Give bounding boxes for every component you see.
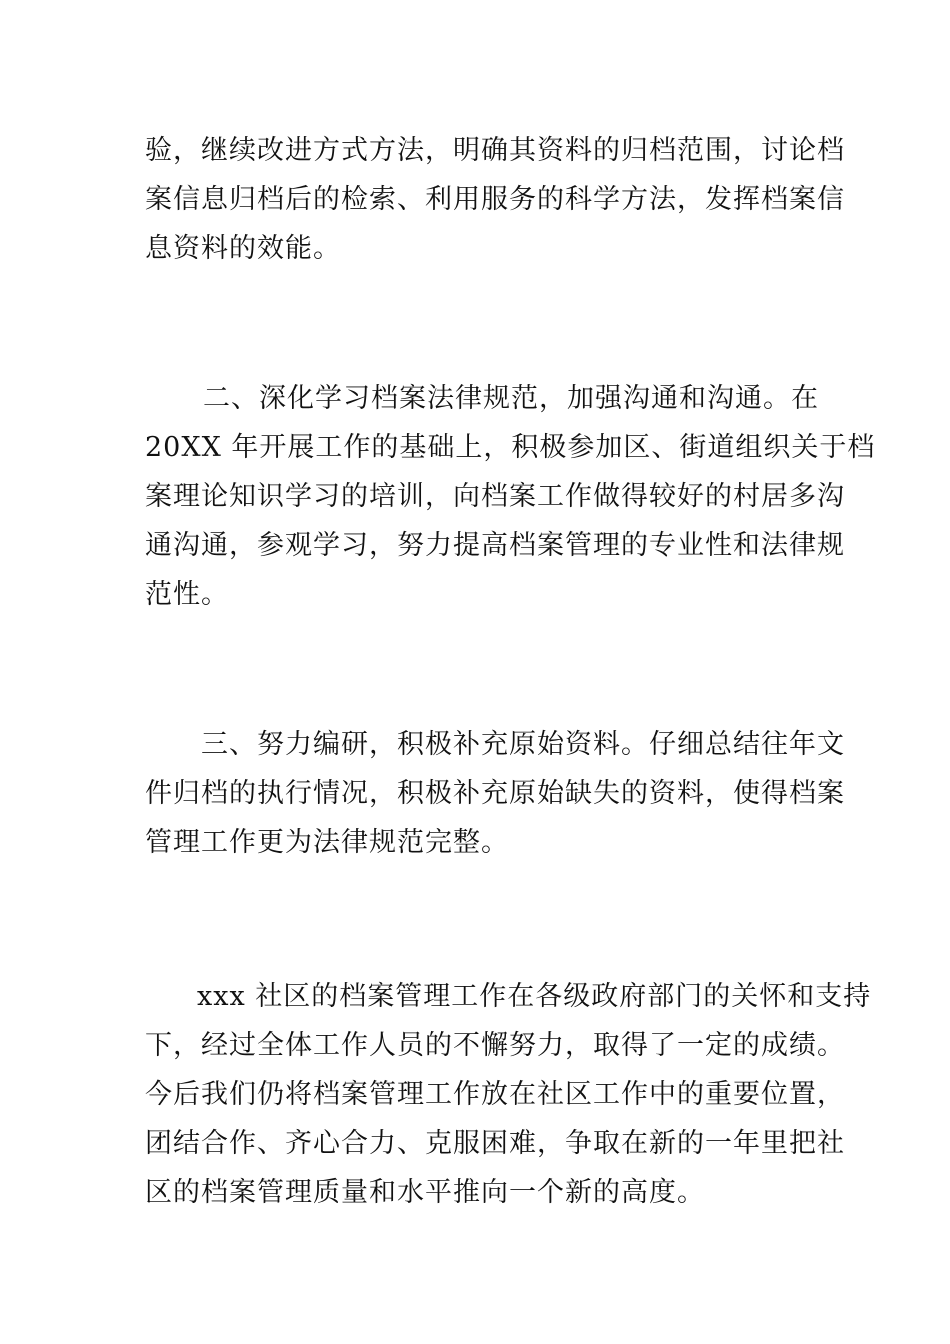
paragraph-4 xyxy=(145,972,872,1217)
text-line: 验，继续改进方式方法，明确其资料的归档范围，讨论档 xyxy=(145,135,845,166)
text-line: 管理工作更为法律规范完整。 xyxy=(145,827,509,858)
text-line: 下，经过全体工作人员的不懈努力，取得了一定的成绩。 xyxy=(145,1030,845,1061)
text-line: 案理论知识学习的培训，向档案工作做得较好的村居多沟 xyxy=(145,481,845,512)
text-line: 范性。 xyxy=(145,579,229,610)
text-line: 通沟通，参观学习，努力提高档案管理的专业性和法律规 xyxy=(145,530,845,561)
text-line: 今后我们仍将档案管理工作放在社区工作中的重要位置， xyxy=(145,1079,845,1110)
text-line: 案信息归档后的检索、利用服务的科学方法，发挥档案信 xyxy=(145,184,845,215)
text-line: xxx 社区的档案管理工作在各级政府部门的关怀和支持 xyxy=(197,981,872,1012)
paragraph-2 xyxy=(145,374,876,619)
text-line: 三、努力编研，积极补充原始资料。仔细总结往年文 xyxy=(201,729,845,760)
text-line: 二、深化学习档案法律规范，加强沟通和沟通。在 xyxy=(203,383,819,414)
paragraph-3 xyxy=(145,720,845,867)
text-line: 息资料的效能。 xyxy=(145,233,341,264)
text-line: 团结合作、齐心合力、克服困难，争取在新的一年里把社 xyxy=(145,1128,845,1159)
text-line: 区的档案管理质量和水平推向一个新的高度。 xyxy=(145,1177,705,1208)
text-line: 20XX 年开展工作的基础上，积极参加区、街道组织关于档 xyxy=(145,432,876,463)
text-line: 件归档的执行情况，积极补充原始缺失的资料，使得档案 xyxy=(145,778,845,809)
paragraph-1 xyxy=(145,126,845,273)
